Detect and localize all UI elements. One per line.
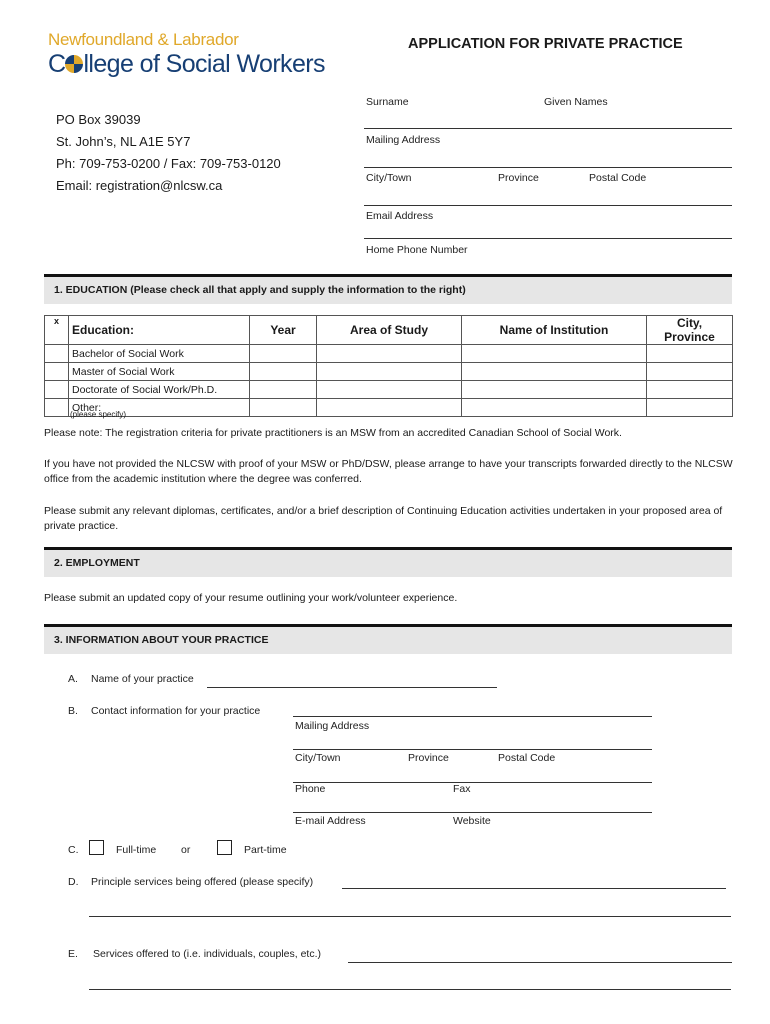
name-field-line[interactable] bbox=[364, 128, 732, 129]
practice-name-label: Name of your practice bbox=[91, 673, 194, 685]
institution-cell[interactable] bbox=[462, 363, 647, 381]
degree-doctorate: Doctorate of Social Work/Ph.D. bbox=[69, 381, 250, 399]
logo-c: C bbox=[48, 50, 66, 78]
institution-cell[interactable] bbox=[462, 399, 647, 417]
province-label: Province bbox=[498, 172, 539, 184]
logo-rest: llege of Social Workers bbox=[83, 50, 325, 78]
principle-services-field-line[interactable] bbox=[342, 888, 726, 889]
services-offered-field-line[interactable] bbox=[348, 962, 732, 963]
address-email: Email: registration@nlcsw.ca bbox=[56, 178, 223, 193]
city-cell[interactable] bbox=[647, 399, 733, 417]
institution-cell[interactable] bbox=[462, 381, 647, 399]
part-time-label: Part-time bbox=[244, 844, 287, 856]
given-names-label: Given Names bbox=[544, 96, 608, 108]
city-cell[interactable] bbox=[647, 381, 733, 399]
check-cell[interactable] bbox=[45, 399, 69, 417]
address-city: St. John’s, NL A1E 5Y7 bbox=[56, 134, 191, 149]
employment-text: Please submit an updated copy of your resume outlining your work/volunteer experience. bbox=[44, 592, 458, 604]
email-address-label: Email Address bbox=[366, 210, 434, 222]
degree-msw: Master of Social Work bbox=[69, 363, 250, 381]
education-table bbox=[44, 315, 733, 417]
area-cell[interactable] bbox=[317, 399, 462, 417]
year-cell[interactable] bbox=[250, 381, 317, 399]
check-cell[interactable] bbox=[45, 381, 69, 399]
table-row bbox=[45, 381, 733, 399]
section3-header bbox=[44, 624, 732, 654]
city-cell[interactable] bbox=[647, 345, 733, 363]
practice-phone-label: Phone bbox=[295, 783, 326, 795]
diplomas-paragraph: Please submit any relevant diplomas, certificates, and/or a brief description of Continuing Education activities undertaken in your proposed area of private practice. bbox=[44, 505, 723, 532]
item-b-letter: B. bbox=[68, 705, 78, 717]
practice-website-label: Website bbox=[453, 815, 491, 827]
mailing-address-field-line[interactable] bbox=[364, 167, 732, 168]
address-po-box: PO Box 39039 bbox=[56, 112, 141, 127]
year-cell[interactable] bbox=[250, 399, 317, 417]
table-row bbox=[45, 345, 733, 363]
city-town-label: City/Town bbox=[366, 172, 412, 184]
address-phone-fax: Ph: 709-753-0200 / Fax: 709-753-0120 bbox=[56, 156, 281, 171]
area-cell[interactable] bbox=[317, 363, 462, 381]
year-column-header: Year bbox=[250, 316, 317, 345]
transcripts-paragraph: If you have not provided the NLCSW with proof of your MSW or PhD/DSW, please arrange to have your transcripts forwarded directly to the NLCSW office from the academic institution where the degree was conferred. bbox=[44, 458, 733, 485]
logo-line2 bbox=[48, 50, 325, 79]
logo-o-mark-icon bbox=[65, 55, 83, 73]
institution-cell[interactable] bbox=[462, 345, 647, 363]
services-offered-label: Services offered to (i.e. individuals, couples, etc.) bbox=[93, 948, 322, 960]
institution-column-header: Name of Institution bbox=[462, 316, 647, 345]
contact-info-label: Contact information for your practice bbox=[91, 705, 261, 717]
area-cell[interactable] bbox=[317, 345, 462, 363]
item-a-letter: A. bbox=[68, 673, 78, 685]
full-time-checkbox[interactable] bbox=[89, 840, 104, 855]
practice-phone-field-line[interactable] bbox=[293, 812, 652, 813]
section3-title: 3. INFORMATION ABOUT YOUR PRACTICE bbox=[54, 634, 269, 646]
postal-code-label: Postal Code bbox=[589, 172, 647, 184]
part-time-checkbox[interactable] bbox=[217, 840, 232, 855]
year-cell[interactable] bbox=[250, 345, 317, 363]
please-specify-note: (please specify) bbox=[70, 410, 127, 419]
practice-name-field-line[interactable] bbox=[207, 687, 497, 688]
check-cell[interactable] bbox=[45, 363, 69, 381]
practice-fax-label: Fax bbox=[453, 783, 471, 795]
area-cell[interactable] bbox=[317, 381, 462, 399]
registration-note: Please note: The registration criteria for private practitioners is an MSW from an accredited Canadian School of Social Work. bbox=[44, 427, 622, 439]
check-cell[interactable] bbox=[45, 345, 69, 363]
city-province-column-header: City, Province bbox=[647, 316, 733, 345]
degree-bsw: Bachelor of Social Work bbox=[69, 345, 250, 363]
section2-title: 2. EMPLOYMENT bbox=[54, 557, 140, 569]
contact-field-line[interactable] bbox=[293, 716, 652, 717]
section1-header bbox=[44, 274, 732, 304]
principle-services-label: Principle services being offered (please specify) bbox=[91, 876, 314, 888]
item-c-letter: C. bbox=[68, 844, 79, 856]
practice-email-label: E-mail Address bbox=[295, 815, 366, 827]
item-e-letter: E. bbox=[68, 948, 78, 960]
city-field-line[interactable] bbox=[364, 205, 732, 206]
education-table-header bbox=[45, 316, 733, 345]
education-column-header: Education: bbox=[69, 316, 250, 345]
item-d-letter: D. bbox=[68, 876, 79, 888]
logo-line1: Newfoundland & Labrador bbox=[48, 30, 239, 49]
area-column-header: Area of Study bbox=[317, 316, 462, 345]
practice-province-label: Province bbox=[408, 752, 449, 764]
services-offered-field-line-2[interactable] bbox=[89, 989, 731, 990]
surname-label: Surname bbox=[366, 96, 409, 108]
email-field-line[interactable] bbox=[364, 238, 732, 239]
or-label: or bbox=[181, 844, 191, 856]
full-time-label: Full-time bbox=[116, 844, 157, 856]
table-row bbox=[45, 363, 733, 381]
form-title: APPLICATION FOR PRIVATE PRACTICE bbox=[408, 36, 683, 52]
check-column-header: x bbox=[45, 316, 69, 345]
mailing-address-label: Mailing Address bbox=[366, 134, 441, 146]
year-cell[interactable] bbox=[250, 363, 317, 381]
section1-title: 1. EDUCATION (Please check all that apply and supply the information to the right) bbox=[54, 284, 466, 296]
home-phone-label: Home Phone Number bbox=[366, 244, 468, 256]
practice-mailing-address-label: Mailing Address bbox=[295, 720, 370, 732]
section2-header bbox=[44, 547, 732, 577]
practice-mailing-field-line[interactable] bbox=[293, 749, 652, 750]
principle-services-field-line-2[interactable] bbox=[89, 916, 731, 917]
table-row bbox=[45, 399, 733, 417]
degree-other: Other: bbox=[69, 399, 250, 417]
practice-city-field-line[interactable] bbox=[293, 782, 652, 783]
city-cell[interactable] bbox=[647, 363, 733, 381]
practice-postal-code-label: Postal Code bbox=[498, 752, 556, 764]
practice-city-label: City/Town bbox=[295, 752, 341, 764]
